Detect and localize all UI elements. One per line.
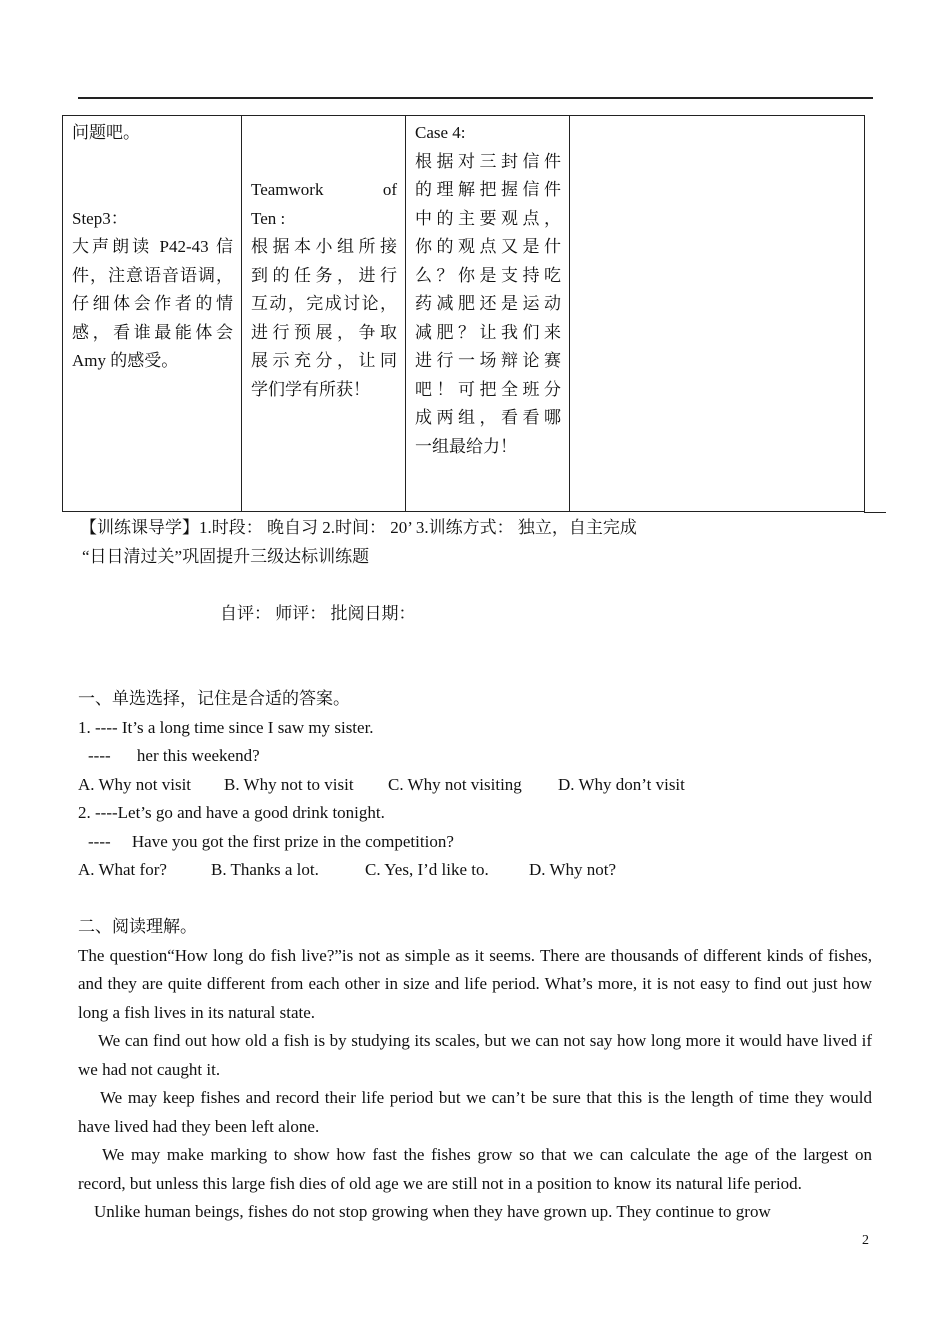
option: A. Why not visit bbox=[78, 774, 192, 794]
training-line: 【训练课导学】1.时段： 晚自习 2.时间： 20’ 3.训练方式： 独立，自主完成 bbox=[80, 518, 637, 537]
response-text: her this weekend? bbox=[136, 746, 260, 765]
dash: ---- bbox=[88, 746, 111, 765]
cell-text: 么？你是支持吃 bbox=[415, 265, 561, 285]
cell-text: Teamwork bbox=[251, 180, 324, 199]
option: B. Why not to visit bbox=[224, 774, 354, 794]
option: B. Thanks a lot. bbox=[211, 860, 319, 879]
evaluation-line bbox=[78, 571, 872, 657]
cell-text: 药减肥还是运动 bbox=[415, 294, 561, 313]
training-subtitle bbox=[78, 543, 872, 572]
cell-text: of bbox=[382, 180, 397, 199]
document-body bbox=[78, 514, 872, 1227]
cell-text: Ten : bbox=[251, 208, 286, 228]
lesson-table bbox=[62, 115, 865, 512]
cell-text: 感，看谁最能体会 bbox=[72, 322, 233, 342]
reading-paragraph: We may keep fishes and record their life period but we can’t be sure that this is the length of time they would have lived had they been left alone. bbox=[78, 1088, 872, 1136]
cell-text: 中的主要观点， bbox=[415, 208, 561, 228]
cell-text: 件，注意语音语调， bbox=[72, 265, 233, 285]
option: A. What for? bbox=[78, 860, 167, 879]
q1-options bbox=[78, 771, 872, 800]
dash: ---- bbox=[88, 831, 111, 851]
cell-text: 进行一场辩论赛 bbox=[415, 351, 561, 370]
q1-prompt: 1. ---- It’s a long time since I saw my sister. bbox=[78, 717, 374, 737]
reading-paragraph: The question“How long do fish live?”is not as simple as it seems. There are thousands of different kinds of fishes, and they are quite different from each other in size and life period. What’s more, it is not easy to find out just how long a fish lives in its natural state. bbox=[78, 945, 872, 1022]
training-header bbox=[78, 514, 872, 543]
section1-title: 一、单选选择，记住是合适的答案。 bbox=[78, 689, 350, 708]
cell-text: 根据本小组所接 bbox=[251, 237, 397, 256]
option: D. Why don’t visit bbox=[558, 774, 685, 794]
cell-text: 学们学有所获！ bbox=[251, 379, 370, 399]
table-cell-teamwork bbox=[242, 116, 406, 512]
step-title: Step3： bbox=[72, 208, 128, 228]
table-cell-empty bbox=[570, 116, 865, 512]
cell-text: 吧！可把全班分 bbox=[415, 379, 561, 399]
training-line: “日日清过关”巩固提升三级达标训练题 bbox=[82, 546, 370, 566]
teamwork-title bbox=[251, 176, 397, 205]
reading-paragraph: Unlike human beings, fishes do not stop growing when they have grown up. They continue to grow bbox=[94, 1202, 771, 1221]
option: D. Why not? bbox=[529, 860, 617, 879]
cell-text: 根据对三封信件 bbox=[415, 151, 561, 171]
cell-text: 减肥？让我们来 bbox=[415, 322, 561, 342]
cell-text: Amy 的感受。 bbox=[72, 351, 179, 370]
section2-title: 二、阅读理解。 bbox=[78, 917, 197, 936]
table-border-extension bbox=[864, 512, 886, 513]
page-number: 2 bbox=[862, 1233, 869, 1248]
reading-paragraph: We may make marking to show how fast the fishes grow so that we can calculate the age of the largest on record, but unless this large fish dies of old age we are still not in a position to know its natural life period. bbox=[78, 1145, 872, 1193]
table-cell-case4 bbox=[406, 116, 570, 512]
cell-text: 成两组，看看哪 bbox=[415, 408, 561, 427]
cell-text: 一组最给力！ bbox=[415, 436, 517, 456]
cell-text: 进行预展，争取 bbox=[251, 322, 397, 342]
reading-paragraph: We can find out how old a fish is by studying its scales, but we can not say how long more it would have lived if we had not caught it. bbox=[78, 1031, 872, 1079]
option: C. Why not visiting bbox=[388, 774, 522, 794]
cell-text: 大声朗读 P42-43 信 bbox=[72, 237, 233, 256]
q2-prompt: 2. ----Let’s go and have a good drink tonight. bbox=[78, 803, 385, 822]
case-title: Case 4: bbox=[415, 123, 466, 142]
table-cell-step3 bbox=[63, 116, 242, 512]
header-rule bbox=[78, 97, 873, 99]
response-text: Have you got the first prize in the competition? bbox=[131, 831, 454, 851]
cell-text: 互动，完成讨论， bbox=[251, 294, 397, 313]
q1-response bbox=[78, 742, 872, 771]
q2-response bbox=[78, 828, 872, 857]
option: C. Yes, I’d like to. bbox=[365, 860, 489, 879]
cell-text: 仔细体会作者的情 bbox=[72, 294, 233, 313]
cell-text: 到的任务，进行 bbox=[251, 265, 397, 285]
cell-text: 问题吧。 bbox=[72, 123, 140, 142]
q2-options bbox=[78, 856, 872, 885]
cell-text: 的理解把握信件 bbox=[415, 180, 561, 199]
cell-text: 你的观点又是什 bbox=[415, 237, 561, 256]
evaluation-text: 自评： 师评： 批阅日期： bbox=[220, 603, 416, 623]
cell-text: 展示充分，让同 bbox=[251, 351, 397, 370]
